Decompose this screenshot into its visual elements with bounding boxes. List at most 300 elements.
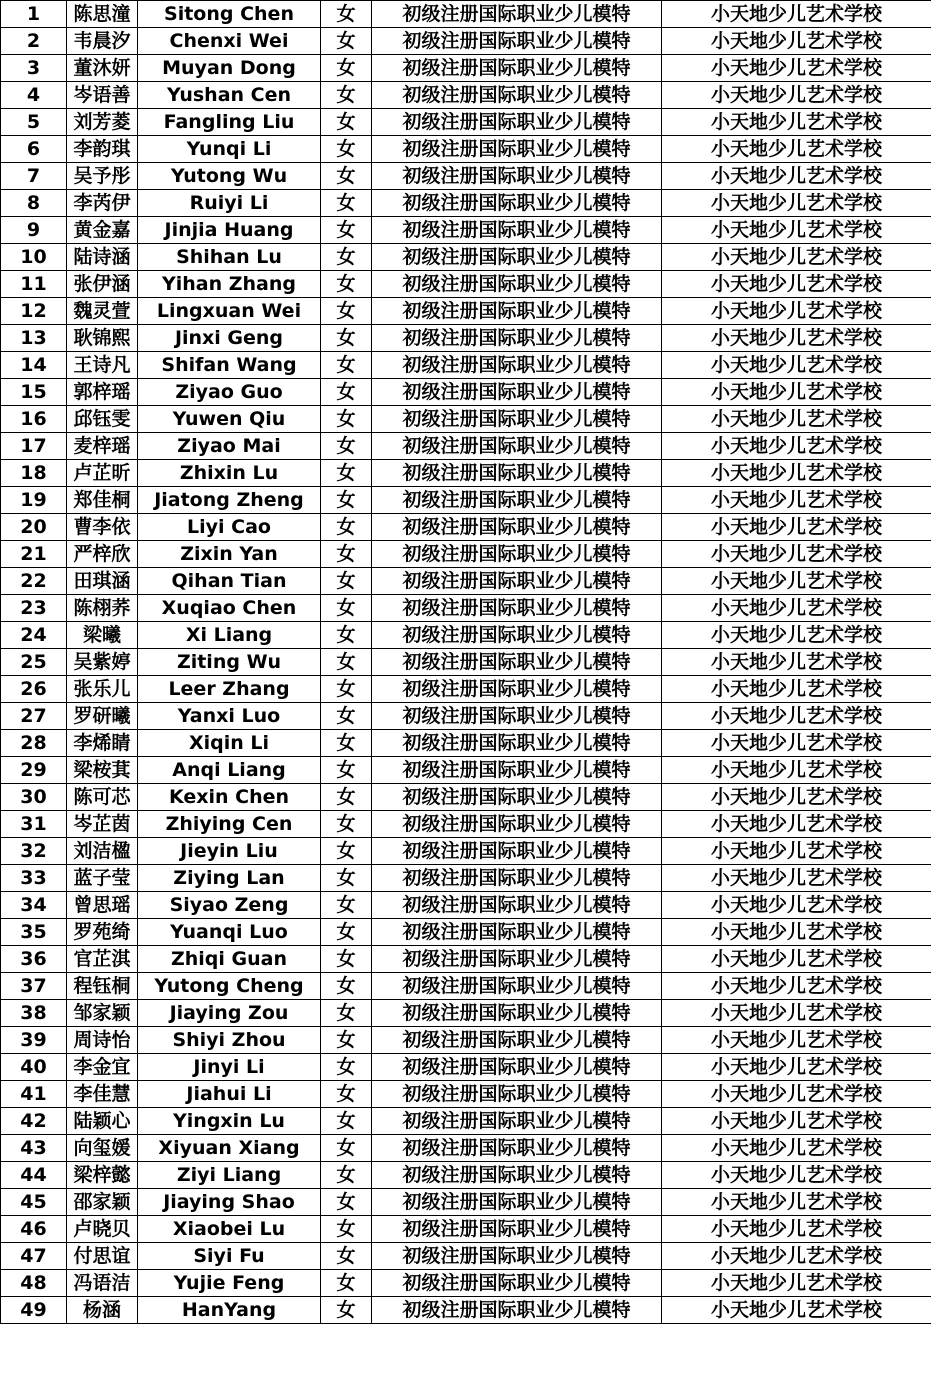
- row-number-cell: 18: [1, 460, 67, 487]
- certification-title-cell: 初级注册国际职业少儿模特: [372, 406, 662, 433]
- certification-title-cell: 初级注册国际职业少儿模特: [372, 1243, 662, 1270]
- english-name-cell: Yuwen Qiu: [138, 406, 321, 433]
- english-name-cell: Liyi Cao: [138, 514, 321, 541]
- gender-cell: 女: [321, 730, 372, 757]
- school-name-cell: 小天地少儿艺术学校: [662, 838, 931, 865]
- table-row: [1, 973, 931, 1000]
- english-name-cell: Yihan Zhang: [138, 271, 321, 298]
- chinese-name-cell: 卢芷昕: [67, 460, 138, 487]
- row-number-cell: 8: [1, 190, 67, 217]
- gender-cell: 女: [321, 325, 372, 352]
- table-row: [1, 811, 931, 838]
- chinese-name-cell: 吴紫婷: [67, 649, 138, 676]
- certification-title-cell: 初级注册国际职业少儿模特: [372, 163, 662, 190]
- school-name-cell: 小天地少儿艺术学校: [662, 757, 931, 784]
- english-name-cell: Shifan Wang: [138, 352, 321, 379]
- row-number-cell: 39: [1, 1027, 67, 1054]
- english-name-cell: Yutong Wu: [138, 163, 321, 190]
- row-number-cell: 44: [1, 1162, 67, 1189]
- table-row: [1, 1270, 931, 1297]
- gender-cell: 女: [321, 82, 372, 109]
- row-number-cell: 49: [1, 1297, 67, 1324]
- chinese-name-cell: 韦晨汐: [67, 28, 138, 55]
- english-name-cell: Kexin Chen: [138, 784, 321, 811]
- gender-cell: 女: [321, 55, 372, 82]
- english-name-cell: Ziyi Liang: [138, 1162, 321, 1189]
- english-name-cell: Xiaobei Lu: [138, 1216, 321, 1243]
- school-name-cell: 小天地少儿艺术学校: [662, 1, 931, 28]
- certification-title-cell: 初级注册国际职业少儿模特: [372, 1054, 662, 1081]
- school-name-cell: 小天地少儿艺术学校: [662, 1135, 931, 1162]
- table-row: [1, 190, 931, 217]
- certification-title-cell: 初级注册国际职业少儿模特: [372, 514, 662, 541]
- gender-cell: 女: [321, 757, 372, 784]
- school-name-cell: 小天地少儿艺术学校: [662, 406, 931, 433]
- gender-cell: 女: [321, 919, 372, 946]
- certification-title-cell: 初级注册国际职业少儿模特: [372, 136, 662, 163]
- school-name-cell: 小天地少儿艺术学校: [662, 28, 931, 55]
- table-row: [1, 379, 931, 406]
- gender-cell: 女: [321, 1297, 372, 1324]
- school-name-cell: 小天地少儿艺术学校: [662, 973, 931, 1000]
- chinese-name-cell: 岑芷茵: [67, 811, 138, 838]
- chinese-name-cell: 程钰桐: [67, 973, 138, 1000]
- certification-title-cell: 初级注册国际职业少儿模特: [372, 379, 662, 406]
- school-name-cell: 小天地少儿艺术学校: [662, 649, 931, 676]
- english-name-cell: Yutong Cheng: [138, 973, 321, 1000]
- english-name-cell: Jinyi Li: [138, 1054, 321, 1081]
- school-name-cell: 小天地少儿艺术学校: [662, 352, 931, 379]
- english-name-cell: Jieyin Liu: [138, 838, 321, 865]
- certification-title-cell: 初级注册国际职业少儿模特: [372, 1216, 662, 1243]
- row-number-cell: 17: [1, 433, 67, 460]
- row-number-cell: 27: [1, 703, 67, 730]
- certification-title-cell: 初级注册国际职业少儿模特: [372, 892, 662, 919]
- school-name-cell: 小天地少儿艺术学校: [662, 298, 931, 325]
- certification-title-cell: 初级注册国际职业少儿模特: [372, 811, 662, 838]
- row-number-cell: 21: [1, 541, 67, 568]
- certification-title-cell: 初级注册国际职业少儿模特: [372, 109, 662, 136]
- english-name-cell: Muyan Dong: [138, 55, 321, 82]
- certification-title-cell: 初级注册国际职业少儿模特: [372, 1270, 662, 1297]
- table-row: [1, 595, 931, 622]
- chinese-name-cell: 王诗凡: [67, 352, 138, 379]
- table-row: [1, 1, 931, 28]
- english-name-cell: Ziying Lan: [138, 865, 321, 892]
- row-number-cell: 12: [1, 298, 67, 325]
- chinese-name-cell: 耿锦熙: [67, 325, 138, 352]
- gender-cell: 女: [321, 811, 372, 838]
- table-row: [1, 244, 931, 271]
- school-name-cell: 小天地少儿艺术学校: [662, 1027, 931, 1054]
- row-number-cell: 15: [1, 379, 67, 406]
- gender-cell: 女: [321, 676, 372, 703]
- gender-cell: 女: [321, 1189, 372, 1216]
- school-name-cell: 小天地少儿艺术学校: [662, 190, 931, 217]
- table-row: [1, 784, 931, 811]
- table-row: [1, 838, 931, 865]
- school-name-cell: 小天地少儿艺术学校: [662, 1162, 931, 1189]
- chinese-name-cell: 李金宜: [67, 1054, 138, 1081]
- english-name-cell: Jiatong Zheng: [138, 487, 321, 514]
- roster-body: [1, 1, 931, 1324]
- chinese-name-cell: 杨涵: [67, 1297, 138, 1324]
- table-row: [1, 136, 931, 163]
- chinese-name-cell: 曹李依: [67, 514, 138, 541]
- table-row: [1, 352, 931, 379]
- gender-cell: 女: [321, 1135, 372, 1162]
- chinese-name-cell: 邹家颖: [67, 1000, 138, 1027]
- english-name-cell: Yunqi Li: [138, 136, 321, 163]
- chinese-name-cell: 罗苑绮: [67, 919, 138, 946]
- school-name-cell: 小天地少儿艺术学校: [662, 379, 931, 406]
- english-name-cell: Yingxin Lu: [138, 1108, 321, 1135]
- english-name-cell: Sitong Chen: [138, 1, 321, 28]
- school-name-cell: 小天地少儿艺术学校: [662, 1054, 931, 1081]
- english-name-cell: Anqi Liang: [138, 757, 321, 784]
- certification-title-cell: 初级注册国际职业少儿模特: [372, 55, 662, 82]
- school-name-cell: 小天地少儿艺术学校: [662, 946, 931, 973]
- english-name-cell: Leer Zhang: [138, 676, 321, 703]
- table-row: [1, 730, 931, 757]
- chinese-name-cell: 罗研曦: [67, 703, 138, 730]
- english-name-cell: Ziting Wu: [138, 649, 321, 676]
- gender-cell: 女: [321, 1000, 372, 1027]
- certification-title-cell: 初级注册国际职业少儿模特: [372, 82, 662, 109]
- certification-title-cell: 初级注册国际职业少儿模特: [372, 325, 662, 352]
- english-name-cell: Zixin Yan: [138, 541, 321, 568]
- certification-title-cell: 初级注册国际职业少儿模特: [372, 784, 662, 811]
- certification-title-cell: 初级注册国际职业少儿模特: [372, 973, 662, 1000]
- row-number-cell: 23: [1, 595, 67, 622]
- row-number-cell: 1: [1, 1, 67, 28]
- row-number-cell: 38: [1, 1000, 67, 1027]
- english-name-cell: Yanxi Luo: [138, 703, 321, 730]
- chinese-name-cell: 邱钰雯: [67, 406, 138, 433]
- certification-title-cell: 初级注册国际职业少儿模特: [372, 703, 662, 730]
- table-row: [1, 433, 931, 460]
- english-name-cell: Xuqiao Chen: [138, 595, 321, 622]
- certification-title-cell: 初级注册国际职业少儿模特: [372, 433, 662, 460]
- english-name-cell: Ruiyi Li: [138, 190, 321, 217]
- gender-cell: 女: [321, 433, 372, 460]
- table-row: [1, 1189, 931, 1216]
- row-number-cell: 37: [1, 973, 67, 1000]
- chinese-name-cell: 蓝子莹: [67, 865, 138, 892]
- school-name-cell: 小天地少儿艺术学校: [662, 676, 931, 703]
- school-name-cell: 小天地少儿艺术学校: [662, 514, 931, 541]
- english-name-cell: Xi Liang: [138, 622, 321, 649]
- certification-title-cell: 初级注册国际职业少儿模特: [372, 676, 662, 703]
- gender-cell: 女: [321, 298, 372, 325]
- row-number-cell: 7: [1, 163, 67, 190]
- table-row: [1, 406, 931, 433]
- chinese-name-cell: 李韵琪: [67, 136, 138, 163]
- gender-cell: 女: [321, 1162, 372, 1189]
- gender-cell: 女: [321, 271, 372, 298]
- certification-title-cell: 初级注册国际职业少儿模特: [372, 1108, 662, 1135]
- school-name-cell: 小天地少儿艺术学校: [662, 541, 931, 568]
- table-row: [1, 271, 931, 298]
- certification-title-cell: 初级注册国际职业少儿模特: [372, 1000, 662, 1027]
- chinese-name-cell: 陆颖心: [67, 1108, 138, 1135]
- school-name-cell: 小天地少儿艺术学校: [662, 1108, 931, 1135]
- row-number-cell: 48: [1, 1270, 67, 1297]
- certification-title-cell: 初级注册国际职业少儿模特: [372, 919, 662, 946]
- certification-title-cell: 初级注册国际职业少儿模特: [372, 757, 662, 784]
- english-name-cell: Yushan Cen: [138, 82, 321, 109]
- chinese-name-cell: 陈栩荞: [67, 595, 138, 622]
- table-row: [1, 946, 931, 973]
- certification-title-cell: 初级注册国际职业少儿模特: [372, 1162, 662, 1189]
- table-row: [1, 28, 931, 55]
- gender-cell: 女: [321, 163, 372, 190]
- table-row: [1, 487, 931, 514]
- chinese-name-cell: 魏灵萱: [67, 298, 138, 325]
- gender-cell: 女: [321, 892, 372, 919]
- row-number-cell: 31: [1, 811, 67, 838]
- row-number-cell: 36: [1, 946, 67, 973]
- table-row: [1, 163, 931, 190]
- gender-cell: 女: [321, 703, 372, 730]
- school-name-cell: 小天地少儿艺术学校: [662, 433, 931, 460]
- certification-title-cell: 初级注册国际职业少儿模特: [372, 1297, 662, 1324]
- certification-title-cell: 初级注册国际职业少儿模特: [372, 865, 662, 892]
- row-number-cell: 5: [1, 109, 67, 136]
- gender-cell: 女: [321, 946, 372, 973]
- school-name-cell: 小天地少儿艺术学校: [662, 244, 931, 271]
- gender-cell: 女: [321, 190, 372, 217]
- english-name-cell: Yuanqi Luo: [138, 919, 321, 946]
- table-row: [1, 460, 931, 487]
- table-row: [1, 568, 931, 595]
- row-number-cell: 6: [1, 136, 67, 163]
- english-name-cell: Chenxi Wei: [138, 28, 321, 55]
- row-number-cell: 42: [1, 1108, 67, 1135]
- certification-title-cell: 初级注册国际职业少儿模特: [372, 487, 662, 514]
- table-row: [1, 298, 931, 325]
- school-name-cell: 小天地少儿艺术学校: [662, 595, 931, 622]
- chinese-name-cell: 张伊涵: [67, 271, 138, 298]
- certification-title-cell: 初级注册国际职业少儿模特: [372, 352, 662, 379]
- table-row: [1, 919, 931, 946]
- row-number-cell: 33: [1, 865, 67, 892]
- school-name-cell: 小天地少儿艺术学校: [662, 892, 931, 919]
- row-number-cell: 47: [1, 1243, 67, 1270]
- gender-cell: 女: [321, 1054, 372, 1081]
- chinese-name-cell: 郑佳桐: [67, 487, 138, 514]
- school-name-cell: 小天地少儿艺术学校: [662, 487, 931, 514]
- row-number-cell: 2: [1, 28, 67, 55]
- english-name-cell: Ziyao Mai: [138, 433, 321, 460]
- chinese-name-cell: 郭梓瑶: [67, 379, 138, 406]
- gender-cell: 女: [321, 1027, 372, 1054]
- table-row: [1, 82, 931, 109]
- school-name-cell: 小天地少儿艺术学校: [662, 1243, 931, 1270]
- english-name-cell: Xiqin Li: [138, 730, 321, 757]
- table-row: [1, 1135, 931, 1162]
- chinese-name-cell: 冯语洁: [67, 1270, 138, 1297]
- school-name-cell: 小天地少儿艺术学校: [662, 730, 931, 757]
- table-row: [1, 1243, 931, 1270]
- chinese-name-cell: 刘洁楹: [67, 838, 138, 865]
- gender-cell: 女: [321, 1270, 372, 1297]
- chinese-name-cell: 周诗怡: [67, 1027, 138, 1054]
- row-number-cell: 26: [1, 676, 67, 703]
- school-name-cell: 小天地少儿艺术学校: [662, 784, 931, 811]
- certification-title-cell: 初级注册国际职业少儿模特: [372, 298, 662, 325]
- gender-cell: 女: [321, 541, 372, 568]
- school-name-cell: 小天地少儿艺术学校: [662, 919, 931, 946]
- table-row: [1, 217, 931, 244]
- gender-cell: 女: [321, 568, 372, 595]
- table-row: [1, 514, 931, 541]
- table-row: [1, 757, 931, 784]
- certification-title-cell: 初级注册国际职业少儿模特: [372, 568, 662, 595]
- english-name-cell: Yujie Feng: [138, 1270, 321, 1297]
- chinese-name-cell: 陈可芯: [67, 784, 138, 811]
- gender-cell: 女: [321, 136, 372, 163]
- school-name-cell: 小天地少儿艺术学校: [662, 55, 931, 82]
- certification-title-cell: 初级注册国际职业少儿模特: [372, 217, 662, 244]
- gender-cell: 女: [321, 1081, 372, 1108]
- row-number-cell: 24: [1, 622, 67, 649]
- english-name-cell: Jiahui Li: [138, 1081, 321, 1108]
- gender-cell: 女: [321, 514, 372, 541]
- english-name-cell: Lingxuan Wei: [138, 298, 321, 325]
- school-name-cell: 小天地少儿艺术学校: [662, 163, 931, 190]
- english-name-cell: Jinxi Geng: [138, 325, 321, 352]
- row-number-cell: 14: [1, 352, 67, 379]
- certification-title-cell: 初级注册国际职业少儿模特: [372, 190, 662, 217]
- row-number-cell: 22: [1, 568, 67, 595]
- english-name-cell: Jiaying Zou: [138, 1000, 321, 1027]
- certification-title-cell: 初级注册国际职业少儿模特: [372, 838, 662, 865]
- chinese-name-cell: 麦梓瑶: [67, 433, 138, 460]
- certification-title-cell: 初级注册国际职业少儿模特: [372, 1189, 662, 1216]
- certification-title-cell: 初级注册国际职业少儿模特: [372, 1027, 662, 1054]
- chinese-name-cell: 邵家颖: [67, 1189, 138, 1216]
- school-name-cell: 小天地少儿艺术学校: [662, 1189, 931, 1216]
- certification-title-cell: 初级注册国际职业少儿模特: [372, 730, 662, 757]
- gender-cell: 女: [321, 1, 372, 28]
- chinese-name-cell: 田琪涵: [67, 568, 138, 595]
- school-name-cell: 小天地少儿艺术学校: [662, 460, 931, 487]
- row-number-cell: 4: [1, 82, 67, 109]
- table-row: [1, 622, 931, 649]
- chinese-name-cell: 梁曦: [67, 622, 138, 649]
- school-name-cell: 小天地少儿艺术学校: [662, 1216, 931, 1243]
- gender-cell: 女: [321, 1243, 372, 1270]
- english-name-cell: Shihan Lu: [138, 244, 321, 271]
- chinese-name-cell: 董沐妍: [67, 55, 138, 82]
- gender-cell: 女: [321, 487, 372, 514]
- row-number-cell: 29: [1, 757, 67, 784]
- chinese-name-cell: 李佳慧: [67, 1081, 138, 1108]
- english-name-cell: Xiyuan Xiang: [138, 1135, 321, 1162]
- english-name-cell: Zhixin Lu: [138, 460, 321, 487]
- chinese-name-cell: 曾思瑶: [67, 892, 138, 919]
- certification-title-cell: 初级注册国际职业少儿模特: [372, 541, 662, 568]
- school-name-cell: 小天地少儿艺术学校: [662, 811, 931, 838]
- school-name-cell: 小天地少儿艺术学校: [662, 136, 931, 163]
- chinese-name-cell: 官芷淇: [67, 946, 138, 973]
- row-number-cell: 40: [1, 1054, 67, 1081]
- english-name-cell: Ziyao Guo: [138, 379, 321, 406]
- row-number-cell: 35: [1, 919, 67, 946]
- row-number-cell: 19: [1, 487, 67, 514]
- school-name-cell: 小天地少儿艺术学校: [662, 325, 931, 352]
- school-name-cell: 小天地少儿艺术学校: [662, 1270, 931, 1297]
- certification-title-cell: 初级注册国际职业少儿模特: [372, 622, 662, 649]
- gender-cell: 女: [321, 406, 372, 433]
- row-number-cell: 32: [1, 838, 67, 865]
- chinese-name-cell: 陈思潼: [67, 1, 138, 28]
- gender-cell: 女: [321, 973, 372, 1000]
- table-row: [1, 703, 931, 730]
- chinese-name-cell: 张乐儿: [67, 676, 138, 703]
- row-number-cell: 20: [1, 514, 67, 541]
- table-row: [1, 865, 931, 892]
- gender-cell: 女: [321, 217, 372, 244]
- row-number-cell: 28: [1, 730, 67, 757]
- table-row: [1, 676, 931, 703]
- school-name-cell: 小天地少儿艺术学校: [662, 1081, 931, 1108]
- english-name-cell: Shiyi Zhou: [138, 1027, 321, 1054]
- row-number-cell: 30: [1, 784, 67, 811]
- chinese-name-cell: 李烯睛: [67, 730, 138, 757]
- school-name-cell: 小天地少儿艺术学校: [662, 1297, 931, 1324]
- school-name-cell: 小天地少儿艺术学校: [662, 622, 931, 649]
- chinese-name-cell: 李芮伊: [67, 190, 138, 217]
- gender-cell: 女: [321, 784, 372, 811]
- certification-title-cell: 初级注册国际职业少儿模特: [372, 1081, 662, 1108]
- chinese-name-cell: 刘芳菱: [67, 109, 138, 136]
- certification-title-cell: 初级注册国际职业少儿模特: [372, 28, 662, 55]
- gender-cell: 女: [321, 1108, 372, 1135]
- school-name-cell: 小天地少儿艺术学校: [662, 109, 931, 136]
- gender-cell: 女: [321, 838, 372, 865]
- chinese-name-cell: 岑语善: [67, 82, 138, 109]
- gender-cell: 女: [321, 1216, 372, 1243]
- row-number-cell: 34: [1, 892, 67, 919]
- row-number-cell: 46: [1, 1216, 67, 1243]
- english-name-cell: Jinjia Huang: [138, 217, 321, 244]
- english-name-cell: Siyi Fu: [138, 1243, 321, 1270]
- table-row: [1, 1000, 931, 1027]
- school-name-cell: 小天地少儿艺术学校: [662, 865, 931, 892]
- row-number-cell: 10: [1, 244, 67, 271]
- gender-cell: 女: [321, 244, 372, 271]
- chinese-name-cell: 吴予彤: [67, 163, 138, 190]
- certification-title-cell: 初级注册国际职业少儿模特: [372, 271, 662, 298]
- chinese-name-cell: 陆诗涵: [67, 244, 138, 271]
- certification-title-cell: 初级注册国际职业少儿模特: [372, 460, 662, 487]
- table-row: [1, 1081, 931, 1108]
- school-name-cell: 小天地少儿艺术学校: [662, 1000, 931, 1027]
- row-number-cell: 41: [1, 1081, 67, 1108]
- chinese-name-cell: 卢晓贝: [67, 1216, 138, 1243]
- english-name-cell: HanYang: [138, 1297, 321, 1324]
- gender-cell: 女: [321, 379, 372, 406]
- table-row: [1, 649, 931, 676]
- english-name-cell: Fangling Liu: [138, 109, 321, 136]
- school-name-cell: 小天地少儿艺术学校: [662, 271, 931, 298]
- row-number-cell: 25: [1, 649, 67, 676]
- table-row: [1, 1162, 931, 1189]
- gender-cell: 女: [321, 109, 372, 136]
- gender-cell: 女: [321, 595, 372, 622]
